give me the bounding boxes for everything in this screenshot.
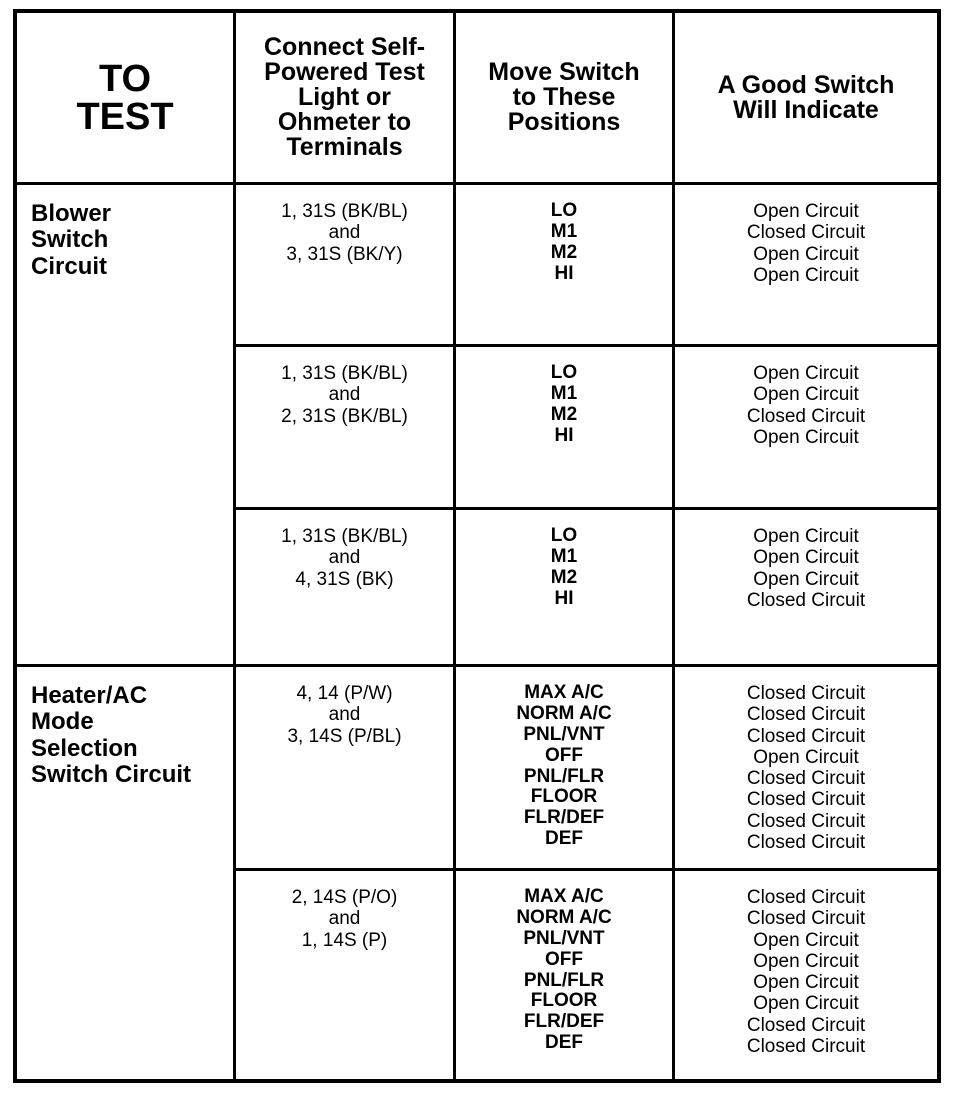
result-label: Closed Circuit [746, 887, 866, 908]
header-terminals-line: Powered Test [264, 58, 425, 86]
result-label: Closed Circuit [746, 1014, 866, 1036]
header-indicate-line: Will Indicate [733, 95, 879, 124]
positions-cell [456, 185, 675, 347]
terminals-line: 1, 31S (BK/BL) [281, 363, 408, 384]
result-label: Open Circuit [753, 243, 859, 265]
result-label: Closed Circuit [746, 789, 866, 811]
header-to-test-line: TO [98, 57, 152, 100]
result-label: Open Circuit [753, 201, 859, 222]
test-name-line: Heater/AC [31, 682, 148, 709]
terminals-line: 1, 14S (P) [301, 929, 388, 951]
header-terminals-line: Terminals [286, 133, 403, 161]
result-label: Closed Circuit [746, 908, 866, 930]
result-label: Open Circuit [753, 426, 859, 448]
test-name-line: Switch [31, 226, 109, 254]
terminals-line: and [328, 384, 361, 406]
position-label: LO [550, 525, 578, 546]
header-positions-line: to These [512, 83, 616, 111]
position-label: DEF [545, 1032, 583, 1054]
result-label: Open Circuit [753, 264, 859, 286]
result-label: Closed Circuit [746, 683, 866, 704]
position-label: MAX A/C [524, 682, 604, 703]
position-label: HI [554, 587, 574, 609]
position-label: PNL/VNT [523, 927, 605, 949]
position-label: M1 [550, 220, 578, 242]
result-label: Open Circuit [753, 526, 859, 547]
result-label: Open Circuit [753, 547, 859, 569]
result-label: Open Circuit [753, 950, 859, 972]
position-label: FLR/DEF [523, 1011, 605, 1033]
results-cell [675, 871, 937, 1079]
terminals-line: 3, 31S (BK/Y) [286, 243, 403, 265]
result-label: Open Circuit [753, 568, 859, 590]
position-label: M2 [550, 566, 578, 588]
result-label: Closed Circuit [746, 768, 866, 790]
position-label: MAX A/C [524, 886, 604, 907]
test-name-line: Mode [31, 708, 94, 736]
position-label: LO [550, 362, 578, 383]
result-label: Closed Circuit [746, 725, 866, 747]
terminals-cell [236, 510, 456, 667]
results-cell [675, 510, 937, 667]
position-label: FLR/DEF [523, 807, 605, 829]
terminals-line: 4, 14 (P/W) [296, 683, 393, 704]
switch-test-table [13, 9, 941, 1083]
position-label: FLOOR [530, 990, 598, 1012]
terminals-line: and [328, 908, 361, 930]
positions-cell [456, 871, 675, 1079]
header-positions-line: Positions [507, 108, 621, 136]
result-label: Closed Circuit [746, 1035, 866, 1057]
header-indicate-line: A Good Switch [717, 70, 895, 99]
results-cell [675, 667, 937, 871]
position-label: PNL/VNT [523, 723, 605, 745]
result-label: Open Circuit [753, 929, 859, 951]
terminals-line: 2, 14S (P/O) [291, 887, 398, 908]
position-label: FLOOR [530, 786, 598, 808]
positions-cell [456, 347, 675, 510]
header-positions-line: Move Switch [488, 58, 640, 86]
result-label: Open Circuit [753, 746, 859, 768]
position-label: NORM A/C [516, 906, 612, 928]
terminals-cell [236, 667, 456, 871]
header-terminals-line: Connect Self- [263, 33, 426, 61]
position-label: DEF [545, 828, 583, 850]
position-label: M1 [550, 382, 578, 404]
result-label: Open Circuit [753, 993, 859, 1015]
position-label: PNL/FLR [523, 765, 605, 787]
position-label: PNL/FLR [523, 969, 605, 991]
test-blower-switch-circuit [17, 185, 236, 667]
test-heater-ac-mode-circuit [17, 667, 236, 1079]
position-label: M1 [550, 545, 578, 567]
header-terminals [236, 13, 456, 185]
terminals-line: 1, 31S (BK/BL) [281, 526, 408, 547]
position-label: HI [554, 424, 574, 446]
result-label: Closed Circuit [746, 405, 866, 427]
terminals-line: 2, 31S (BK/BL) [281, 405, 408, 427]
header-to-test [17, 13, 236, 185]
header-indicate [675, 13, 937, 185]
terminals-cell [236, 185, 456, 347]
result-label: Open Circuit [753, 363, 859, 384]
header-terminals-line: Ohmeter to [277, 108, 412, 136]
terminals-line: 4, 31S (BK) [295, 568, 394, 590]
terminals-cell [236, 347, 456, 510]
position-label: LO [550, 200, 578, 221]
terminals-line: and [328, 547, 361, 569]
test-name-line: Selection [31, 734, 138, 762]
result-label: Closed Circuit [746, 222, 866, 244]
header-to-test-line: TEST [76, 95, 174, 138]
header-positions [456, 13, 675, 185]
result-label: Open Circuit [753, 972, 859, 994]
terminals-line: 1, 31S (BK/BL) [281, 201, 408, 222]
result-label: Closed Circuit [746, 831, 866, 853]
terminals-line: and [328, 704, 361, 726]
result-label: Open Circuit [753, 384, 859, 406]
position-label: NORM A/C [516, 702, 612, 724]
positions-cell [456, 510, 675, 667]
position-label: M2 [550, 403, 578, 425]
result-label: Closed Circuit [746, 704, 866, 726]
result-label: Closed Circuit [746, 810, 866, 832]
terminals-line: 3, 14S (P/BL) [287, 725, 402, 747]
results-cell [675, 347, 937, 510]
position-label: OFF [545, 948, 583, 970]
positions-cell [456, 667, 675, 871]
test-name-line: Circuit [31, 252, 108, 280]
terminals-line: and [328, 222, 361, 244]
position-label: OFF [545, 744, 583, 766]
result-label: Closed Circuit [746, 589, 866, 611]
test-name-line: Switch Circuit [31, 761, 192, 789]
position-label: M2 [550, 241, 578, 263]
position-label: HI [554, 262, 574, 284]
results-cell [675, 185, 937, 347]
test-name-line: Blower [31, 200, 112, 227]
header-terminals-line: Light or [297, 83, 392, 111]
terminals-cell [236, 871, 456, 1079]
